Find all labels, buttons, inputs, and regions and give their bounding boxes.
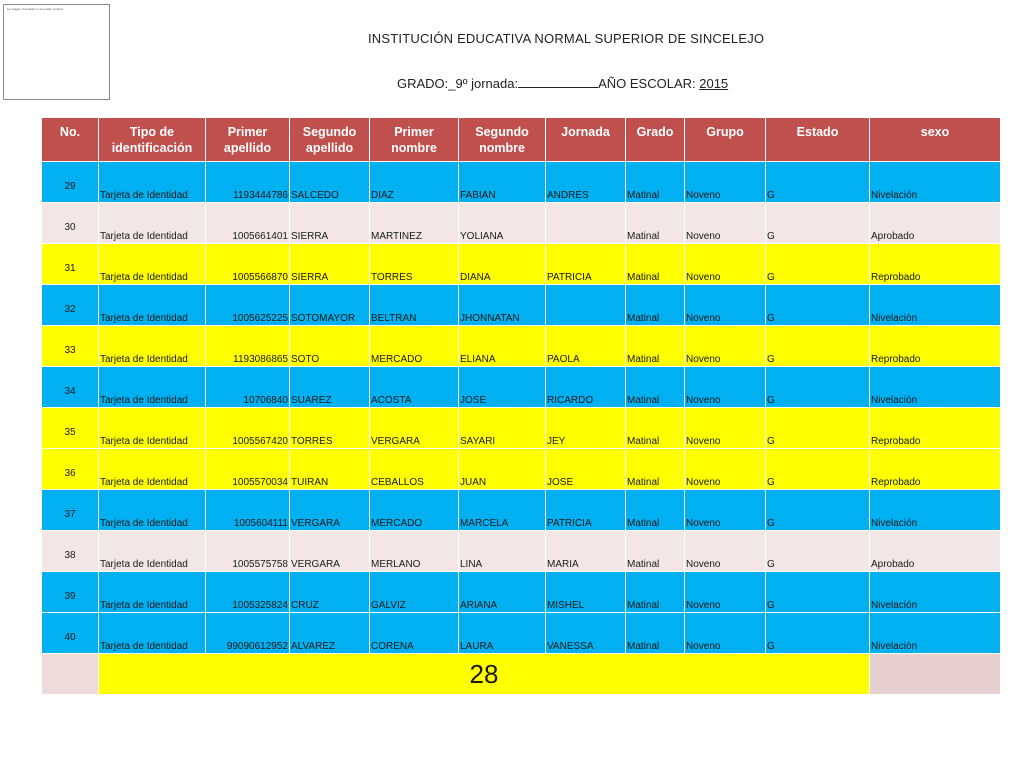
table-row [42,408,1001,449]
cell-documento: 1005566870 [206,244,290,285]
cell-nombre-2: JEY [546,408,626,449]
column-header-grado: Grado [626,118,685,162]
cell-no: 32 [42,285,99,326]
cell-apellido-1: TUIRAN [290,449,370,490]
cell-estado: Nivelación [870,285,1001,326]
cell-grupo: G [766,449,870,490]
cell-jornada: Matinal [626,367,685,408]
cell-tipo-identificacion: Tarjeta de Identidad [99,367,206,408]
column-header-tipo: Tipo de identificación [99,118,206,162]
cell-estado: Reprobado [870,408,1001,449]
cell-estado: Nivelación [870,613,1001,654]
cell-jornada: Matinal [626,531,685,572]
cell-apellido-1: ALVAREZ [290,613,370,654]
table-body [42,162,1001,654]
cell-grado: Noveno [685,367,766,408]
cell-tipo-identificacion: Tarjeta de Identidad [99,449,206,490]
school-title: INSTITUCIÓN EDUCATIVA NORMAL SUPERIOR DE SINCELEJO [368,31,765,46]
cell-grado: Noveno [685,162,766,203]
cell-estado: Reprobado [870,449,1001,490]
cell-tipo-identificacion: Tarjeta de Identidad [99,162,206,203]
cell-nombre-1: MARCELA [459,490,546,531]
table-row [42,326,1001,367]
cell-apellido-1: SIERRA [290,244,370,285]
cell-tipo-identificacion: Tarjeta de Identidad [99,490,206,531]
column-header-grupo: Grupo [685,118,766,162]
cell-documento: 10706840 [206,367,290,408]
cell-no: 38 [42,531,99,572]
cell-apellido-2: ACOSTA [370,367,459,408]
cell-apellido-1: SALCEDO [290,162,370,203]
cell-estado: Aprobado [870,531,1001,572]
cell-estado: Reprobado [870,326,1001,367]
column-header-primer-apellido: Primer apellido [206,118,290,162]
cell-apellido-1: VERGARA [290,490,370,531]
cell-jornada: Matinal [626,613,685,654]
cell-nombre-1: JOSE [459,367,546,408]
column-header-estado: Estado [766,118,870,162]
table-row [42,244,1001,285]
broken-image-caption: La imagen vinculada no se puede mostrar. [7,7,64,11]
cell-documento: 1005625225 [206,285,290,326]
cell-documento: 1005661401 [206,203,290,244]
cell-grado: Noveno [685,572,766,613]
cell-jornada: Matinal [626,285,685,326]
cell-apellido-1: VERGARA [290,531,370,572]
cell-no: 39 [42,572,99,613]
table-row [42,613,1001,654]
cell-documento: 1005567420 [206,408,290,449]
cell-nombre-2: JOSE [546,449,626,490]
cell-nombre-2: MARIA [546,531,626,572]
cell-documento: 1193086865 [206,326,290,367]
cell-apellido-1: CRUZ [290,572,370,613]
total-row [42,654,1001,695]
cell-nombre-1: DIANA [459,244,546,285]
cell-nombre-2: ANDRES [546,162,626,203]
total-left-cell [42,654,99,695]
cell-grupo: G [766,162,870,203]
cell-grupo: G [766,490,870,531]
cell-apellido-1: SOTOMAYOR [290,285,370,326]
cell-apellido-1: SUAREZ [290,367,370,408]
table-row [42,531,1001,572]
cell-estado: Nivelación [870,572,1001,613]
cell-nombre-1: ELIANA [459,326,546,367]
cell-apellido-2: DIAZ [370,162,459,203]
cell-grado: Noveno [685,531,766,572]
grade-label: GRADO:_9º jornada: [397,76,519,91]
cell-no: 29 [42,162,99,203]
cell-nombre-2: RICARDO [546,367,626,408]
cell-nombre-1: SAYARI [459,408,546,449]
cell-no: 31 [42,244,99,285]
table-row [42,490,1001,531]
cell-jornada: Matinal [626,326,685,367]
cell-no: 36 [42,449,99,490]
cell-tipo-identificacion: Tarjeta de Identidad [99,572,206,613]
column-header-sexo: sexo [870,118,1001,162]
cell-nombre-1: JUAN [459,449,546,490]
cell-no: 30 [42,203,99,244]
cell-apellido-1: TORRES [290,408,370,449]
cell-tipo-identificacion: Tarjeta de Identidad [99,285,206,326]
jornada-blank [518,75,598,88]
cell-nombre-2 [546,203,626,244]
cell-apellido-2: MERLANO [370,531,459,572]
cell-jornada: Matinal [626,244,685,285]
cell-apellido-2: GALVIZ [370,572,459,613]
cell-no: 33 [42,326,99,367]
cell-estado: Aprobado [870,203,1001,244]
cell-grupo: G [766,203,870,244]
cell-no: 35 [42,408,99,449]
column-header-no: No. [42,118,99,162]
cell-tipo-identificacion: Tarjeta de Identidad [99,244,206,285]
cell-grado: Noveno [685,244,766,285]
cell-nombre-1: FABIAN [459,162,546,203]
cell-estado: Nivelación [870,490,1001,531]
cell-grado: Noveno [685,326,766,367]
cell-nombre-2 [546,285,626,326]
cell-grupo: G [766,531,870,572]
column-header-segundo-apellido: Segundo apellido [290,118,370,162]
cell-documento: 1005604111 [206,490,290,531]
cell-grado: Noveno [685,613,766,654]
cell-apellido-2: CORENA [370,613,459,654]
cell-estado: Reprobado [870,244,1001,285]
year-value: 2015 [699,76,729,91]
cell-documento: 99090612952 [206,613,290,654]
cell-jornada: Matinal [626,449,685,490]
column-header-primer-nombre: Primer nombre [370,118,459,162]
cell-nombre-1: ARIANA [459,572,546,613]
cell-jornada: Matinal [626,408,685,449]
cell-grado: Noveno [685,490,766,531]
cell-nombre-2: PATRICIA [546,490,626,531]
cell-estado: Nivelación [870,367,1001,408]
cell-estado: Nivelación [870,162,1001,203]
cell-jornada: Matinal [626,203,685,244]
table-row [42,367,1001,408]
cell-nombre-2: PAOLA [546,326,626,367]
cell-grado: Noveno [685,408,766,449]
cell-documento: 1005575758 [206,531,290,572]
cell-no: 34 [42,367,99,408]
cell-apellido-2: MERCADO [370,326,459,367]
cell-apellido-2: TORRES [370,244,459,285]
column-header-segundo-nombre: Segundo nombre [459,118,546,162]
cell-apellido-2: BELTRAN [370,285,459,326]
cell-apellido-1: SOTO [290,326,370,367]
table-header-row [42,118,1001,162]
cell-documento: 1005325824 [206,572,290,613]
cell-grado: Noveno [685,285,766,326]
cell-nombre-2: PATRICIA [546,244,626,285]
cell-grado: Noveno [685,203,766,244]
table-row [42,449,1001,490]
cell-nombre-1: YOLIANA [459,203,546,244]
student-roster-table [41,117,1001,695]
cell-apellido-2: CEBALLOS [370,449,459,490]
table-row [42,285,1001,326]
cell-grado: Noveno [685,449,766,490]
cell-tipo-identificacion: Tarjeta de Identidad [99,408,206,449]
column-header-jornada: Jornada [546,118,626,162]
cell-apellido-2: VERGARA [370,408,459,449]
cell-documento: 1005570034 [206,449,290,490]
cell-nombre-2: MISHEL [546,572,626,613]
cell-jornada: Matinal [626,490,685,531]
cell-nombre-2: VANESSA [546,613,626,654]
total-right-cell [870,654,1001,695]
cell-apellido-2: MARTINEZ [370,203,459,244]
cell-grupo: G [766,408,870,449]
table-row [42,572,1001,613]
total-count: 28 [99,654,870,695]
cell-grupo: G [766,613,870,654]
cell-apellido-2: MERCADO [370,490,459,531]
cell-tipo-identificacion: Tarjeta de Identidad [99,531,206,572]
table-row [42,162,1001,203]
school-logo-placeholder [3,4,110,100]
cell-nombre-1: JHONNATAN [459,285,546,326]
cell-jornada: Matinal [626,572,685,613]
cell-nombre-1: LAURA [459,613,546,654]
cell-grupo: G [766,244,870,285]
cell-apellido-1: SIERRA [290,203,370,244]
cell-tipo-identificacion: Tarjeta de Identidad [99,203,206,244]
cell-no: 40 [42,613,99,654]
cell-no: 37 [42,490,99,531]
cell-nombre-1: LINA [459,531,546,572]
year-label: AÑO ESCOLAR: [598,76,700,91]
table-row [42,203,1001,244]
cell-tipo-identificacion: Tarjeta de Identidad [99,613,206,654]
cell-documento: 1193444786 [206,162,290,203]
cell-jornada: Matinal [626,162,685,203]
cell-grupo: G [766,367,870,408]
cell-tipo-identificacion: Tarjeta de Identidad [99,326,206,367]
cell-grupo: G [766,572,870,613]
cell-grupo: G [766,285,870,326]
grade-line [397,75,728,91]
cell-grupo: G [766,326,870,367]
